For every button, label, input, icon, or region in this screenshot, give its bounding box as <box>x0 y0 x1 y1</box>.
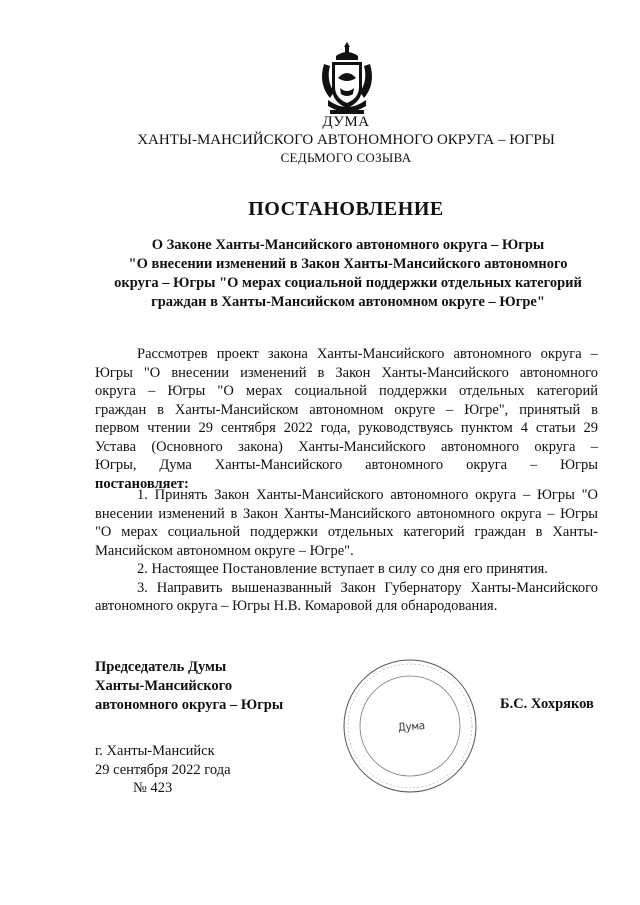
signer-title-line: Ханты-Мансийского <box>95 678 233 694</box>
signer-title <box>95 658 355 715</box>
preamble-line: Устава (Основного закона) Ханты-Мансийского автономного округа – <box>95 438 598 455</box>
issue-date: 29 сентября 2022 года <box>95 761 231 778</box>
document-type-title: ПОСТАНОВЛЕНИЕ <box>248 198 444 220</box>
place-date-number <box>95 742 231 798</box>
preamble-line: Югры, Дума Ханты-Мансийского автономного округа – Югры <box>95 457 598 473</box>
official-seal-stamp <box>340 656 480 796</box>
signer-name: Б.С. Хохряков <box>500 696 594 712</box>
subject-line: "О внесении изменений в Закон Ханты-Мансийского автономного <box>128 256 568 272</box>
issuer-name: ДУМА <box>322 114 370 130</box>
subject-line: О Законе Ханты-Мансийского автономного округа – Югры <box>151 237 545 253</box>
document-subject <box>88 236 608 312</box>
issuer-convocation: СЕДЬМОГО СОЗЫВА <box>280 150 412 165</box>
issue-city: г. Ханты-Мансийск <box>95 743 215 759</box>
preamble-line: округа – Югры "О мерах социальной поддержки отдельных категорий <box>95 383 598 399</box>
preamble-line: граждан в Ханты-Мансийском автономном округе – Югре", принятый в <box>95 401 598 418</box>
preamble-line: Югры "О внесении изменений в Закон Ханты-Мансийского автономного <box>95 364 598 381</box>
signer-title-line: Председатель Думы <box>95 659 227 675</box>
preamble-line: первом чтении 29 сентября 2022 года, руководствуясь пунктом 4 статьи 29 <box>95 420 598 436</box>
coat-of-arms-emblem <box>316 38 378 118</box>
resolution-item: 3. Направить вышеназванный Закон Губернатору Ханты-Мансийского автономного округа – Югры Н.В. Комаровой для обнародования. <box>95 579 598 614</box>
resolves-word: постановляет: <box>95 475 189 492</box>
subject-line: граждан в Ханты-Мансийском автономном округе – Югре" <box>151 294 545 310</box>
subject-line: округа – Югры "О мерах социальной поддержки отдельных категорий <box>114 275 582 291</box>
seal-text: Дума <box>398 719 426 734</box>
resolution-item: 2. Настоящее Постановление вступает в силу со дня его принятия. <box>137 561 548 577</box>
signer-title-line: автономного округа – Югры <box>95 697 284 713</box>
resolution-item: 1. Принять Закон Ханты-Мансийского автономного округа – Югры "О внесении изменений в Закон Ханты-Мансийского автономного округа – Югры "О мерах социальной поддержки отдельных категорий граждан в Ханты-Мансийском автономном округе – Югре". <box>95 487 598 559</box>
issuer-region: ХАНТЫ-МАНСИЙСКОГО АВТОНОМНОГО ОКРУГА – ЮГРЫ <box>137 132 555 148</box>
document-number: № 423 <box>133 780 173 796</box>
resolution-items <box>95 486 598 616</box>
preamble-line: Рассмотрев проект закона Ханты-Мансийского автономного округа – <box>137 346 598 362</box>
preamble-paragraph <box>95 345 598 493</box>
